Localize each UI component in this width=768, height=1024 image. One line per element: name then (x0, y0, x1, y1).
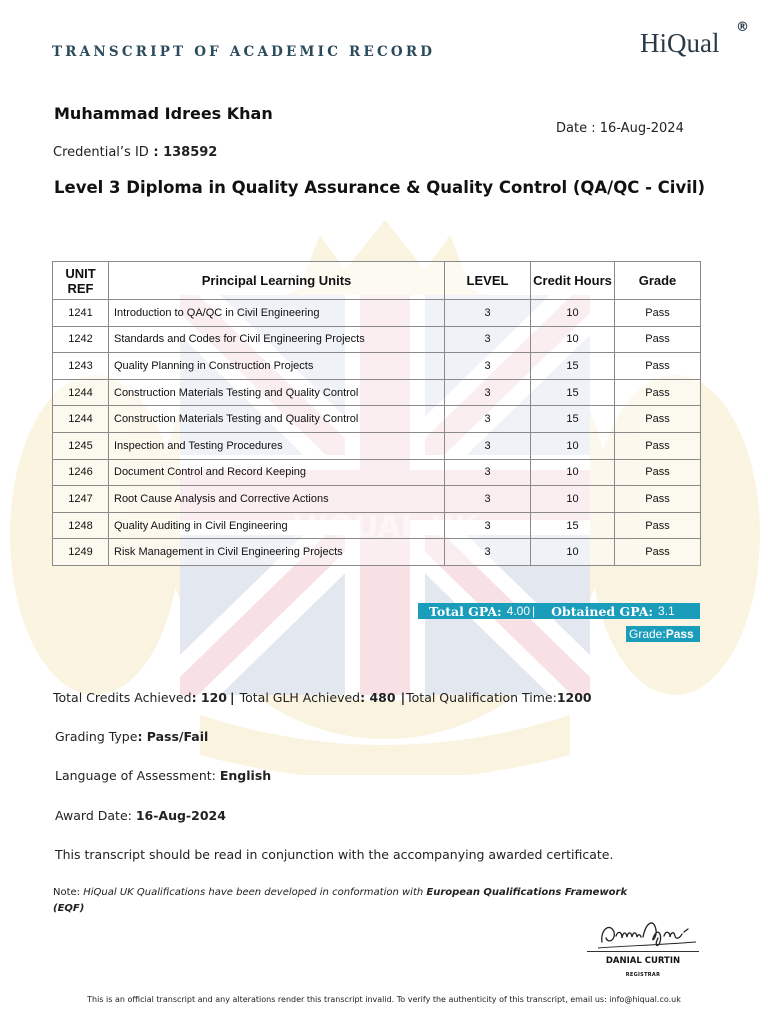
footer-disclaimer: This is an official transcript and any alterations render this transcript invalid. To verify the authenticity of this transcript, email us: info@hiqual.co.uk (87, 995, 681, 1004)
unit-grade-cell: Pass (615, 353, 701, 380)
tqt-value: 1200 (556, 690, 592, 705)
unit-level-cell: 3 (445, 379, 531, 406)
table-row (53, 353, 701, 380)
table-row (53, 486, 701, 513)
header-credit-hours: Credit Hours (531, 262, 615, 300)
unit-ref-cell: 1244 (53, 406, 109, 433)
unit-level-cell: 3 (445, 486, 531, 513)
student-name: Muhammad Idrees Khan (54, 104, 273, 123)
unit-ref-cell: 1244 (53, 379, 109, 406)
unit-ref-cell: 1245 (53, 432, 109, 459)
unit-credits-cell: 10 (531, 432, 615, 459)
unit-level-cell: 3 (445, 539, 531, 566)
credential-separator: : (148, 145, 164, 160)
unit-level-cell: 3 (445, 326, 531, 353)
credential-value: 138592 (163, 145, 218, 160)
read-with-certificate-note: This transcript should be read in conjunction with the accompanying awarded certificate. (55, 847, 614, 862)
unit-ref-cell: 1248 (53, 512, 109, 539)
award-value: 16-Aug-2024 (135, 808, 226, 823)
date-label: Date : (556, 121, 596, 136)
grading-label: Grading Type (55, 729, 138, 744)
unit-credits-cell: 10 (531, 300, 615, 327)
unit-credits-cell: 10 (531, 539, 615, 566)
unit-level-cell: 3 (445, 300, 531, 327)
header-level: LEVEL (445, 262, 531, 300)
unit-title-cell: Document Control and Record Keeping (109, 459, 445, 486)
watermark-text: HIQUAL UK (292, 510, 478, 545)
totals-separator-2: | (400, 690, 406, 705)
unit-ref-cell: 1246 (53, 459, 109, 486)
table-header-row (53, 262, 701, 300)
award-date (55, 808, 226, 823)
table-row (53, 432, 701, 459)
unit-ref-cell: 1249 (53, 539, 109, 566)
note-italic: HiQual UK Qualifications have been developed in conformation with (83, 887, 427, 898)
unit-title-cell: Risk Management in Civil Engineering Projects (109, 539, 445, 566)
obtained-gpa-value: 3.1 (658, 604, 675, 618)
unit-title-cell: Construction Materials Testing and Quality Control (109, 379, 445, 406)
unit-grade-cell: Pass (615, 486, 701, 513)
unit-title-cell: Root Cause Analysis and Corrective Actions (109, 486, 445, 513)
credits-label: Total Credits Achieved (53, 690, 192, 705)
unit-title-cell: Quality Planning in Construction Projects (109, 353, 445, 380)
table-row (53, 459, 701, 486)
award-label: Award Date: (55, 808, 136, 823)
table-row (53, 300, 701, 327)
note-framework: European Qualifications Framework (EQF) (53, 887, 628, 914)
grade-label: Grade: (629, 627, 666, 641)
tqt-label: Total Qualification Time: (406, 690, 557, 705)
unit-title-cell: Standards and Codes for Civil Engineering Projects (109, 326, 445, 353)
signature-line (587, 951, 699, 952)
registered-mark: ® (736, 20, 749, 35)
issue-date (556, 121, 684, 136)
unit-ref-cell: 1242 (53, 326, 109, 353)
registrar-signature (596, 912, 702, 954)
credential-id (53, 145, 217, 160)
header-unit-ref: UNIT REF (53, 262, 109, 300)
header-learning-units: Principal Learning Units (109, 262, 445, 300)
table-row (53, 512, 701, 539)
hiqual-logo (638, 20, 750, 64)
unit-ref-cell: 1247 (53, 486, 109, 513)
unit-credits-cell: 15 (531, 512, 615, 539)
table-row (53, 379, 701, 406)
eqf-note (53, 885, 653, 917)
credits-value: : 120 (191, 690, 228, 705)
table-row (53, 539, 701, 566)
unit-grade-cell: Pass (615, 459, 701, 486)
unit-grade-cell: Pass (615, 432, 701, 459)
unit-credits-cell: 10 (531, 326, 615, 353)
unit-title-cell: Construction Materials Testing and Quality Control (109, 406, 445, 433)
unit-grade-cell: Pass (615, 539, 701, 566)
registrar-name: DANIAL CURTIN (605, 956, 681, 966)
unit-grade-cell: Pass (615, 406, 701, 433)
unit-credits-cell: 15 (531, 353, 615, 380)
grade-value: Pass (665, 627, 694, 641)
date-value: 16-Aug-2024 (599, 121, 684, 136)
registrar-title: REGISTRAR (625, 972, 661, 978)
totals-line (53, 690, 592, 705)
totals-separator-1: | (230, 690, 235, 705)
unit-grade-cell: Pass (615, 512, 701, 539)
total-gpa-label: Total GPA: (429, 603, 502, 619)
total-gpa-value: 4.00 (506, 604, 531, 618)
unit-title-cell: Inspection and Testing Procedures (109, 432, 445, 459)
unit-level-cell: 3 (445, 512, 531, 539)
unit-ref-cell: 1243 (53, 353, 109, 380)
unit-credits-cell: 15 (531, 406, 615, 433)
unit-level-cell: 3 (445, 432, 531, 459)
unit-level-cell: 3 (445, 459, 531, 486)
grading-value: : Pass/Fail (137, 729, 209, 744)
assessment-language (55, 768, 271, 783)
unit-title-cell: Introduction to QA/QC in Civil Engineering (109, 300, 445, 327)
grading-type (55, 729, 208, 744)
unit-grade-cell: Pass (615, 379, 701, 406)
glh-value: : 480 (360, 690, 396, 705)
logo-text: HiQual (640, 28, 720, 58)
grade-bar (626, 626, 700, 642)
language-label: Language of Assessment: (55, 768, 220, 783)
gpa-separator: | (532, 604, 536, 618)
credential-label: Credential’s ID (53, 145, 149, 160)
qualification-title: Level 3 Diploma in Quality Assurance & Quality Control (QA/QC - Civil) (54, 178, 706, 197)
note-prefix: Note: (53, 887, 84, 898)
unit-grade-cell: Pass (615, 326, 701, 353)
table-row (53, 326, 701, 353)
unit-level-cell: 3 (445, 406, 531, 433)
unit-grade-cell: Pass (615, 300, 701, 327)
unit-credits-cell: 10 (531, 459, 615, 486)
document-title: TRANSCRIPT OF ACADEMIC RECORD (52, 44, 436, 60)
obtained-gpa-label: Obtained GPA: (551, 603, 654, 619)
header-grade: Grade (615, 262, 701, 300)
glh-label: Total GLH Achieved (239, 690, 361, 705)
unit-ref-cell: 1241 (53, 300, 109, 327)
unit-credits-cell: 15 (531, 379, 615, 406)
unit-level-cell: 3 (445, 353, 531, 380)
unit-credits-cell: 10 (531, 486, 615, 513)
unit-title-cell: Quality Auditing in Civil Engineering (109, 512, 445, 539)
gpa-bar (418, 603, 700, 619)
table-row (53, 406, 701, 433)
language-value: English (219, 768, 272, 783)
units-table (52, 261, 701, 566)
